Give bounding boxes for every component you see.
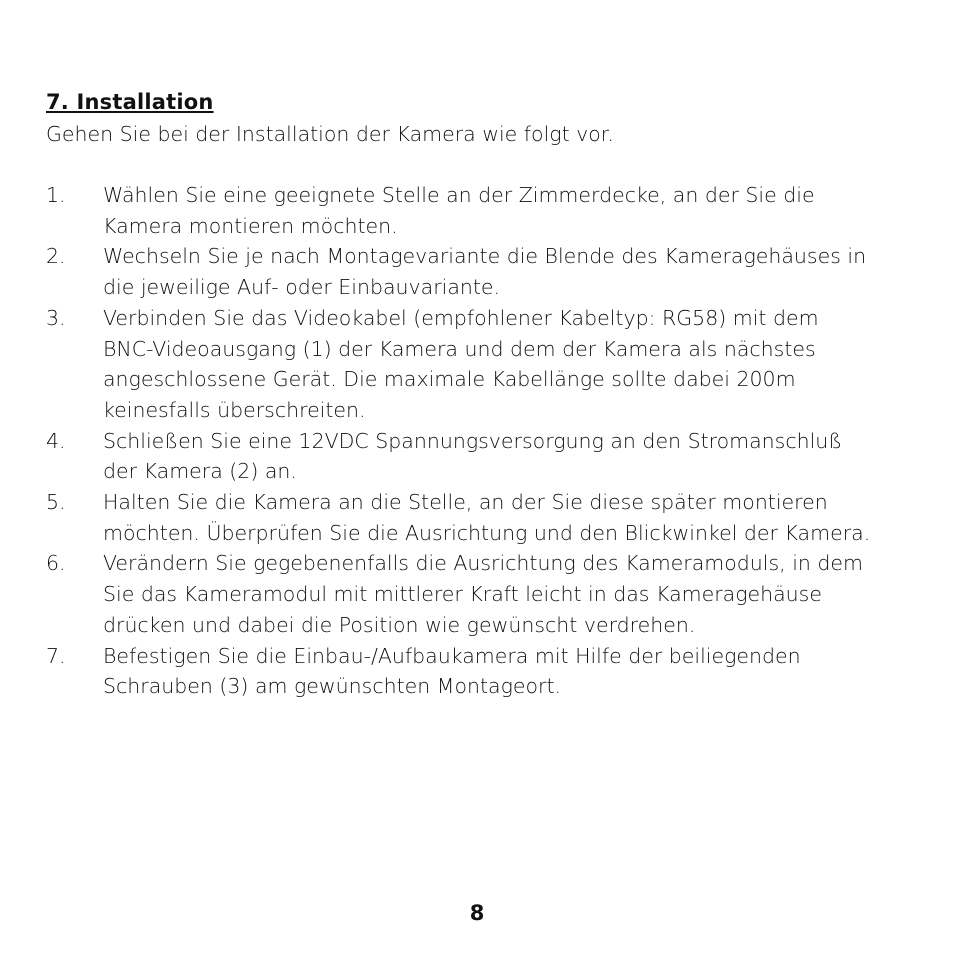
step-number: 1. xyxy=(46,183,66,207)
step-text: Verändern Sie gegebenenfalls die Ausrichtung des Kameramoduls, in dem Sie das Kameramodul mit mittlerer Kraft leicht in das Kameragehäuse drücken und dabei die Position wie gewünscht verdrehen. xyxy=(103,551,864,637)
step-text: Befestigen Sie die Einbau-/Aufbaukamera mit Hilfe der beiliegenden Schrauben (3) am gewünschten Montageort. xyxy=(103,643,801,699)
step-text: Halten Sie die Kamera an die Stelle, an der Sie diese später montieren möchten. Überprüfen Sie die Ausrichtung und den Blickwinkel der Kamera. xyxy=(103,490,871,545)
list-item xyxy=(46,180,906,241)
step-number: 3. xyxy=(46,305,66,330)
step-number: 7. xyxy=(46,643,66,668)
section-heading: 7. Installation xyxy=(46,90,214,114)
step-text: Wählen Sie eine geeignete Stelle an der Zimmerdecke, an der Sie die Kamera montieren möchten. xyxy=(103,183,815,238)
step-number: 5. xyxy=(46,490,66,515)
step-text: Wechseln Sie je nach Montagevariante die Blende des Kameragehäuses in die jeweilige Auf- oder Einbauvariante. xyxy=(103,244,867,300)
list-item xyxy=(46,641,906,702)
step-text: Schließen Sie eine 12VDC Spannungsversorgung an den Stromanschluß der Kamera (2) an. xyxy=(103,428,843,484)
list-item xyxy=(46,487,906,548)
list-item xyxy=(46,426,906,487)
step-number: 2. xyxy=(46,244,66,269)
list-item xyxy=(46,548,906,640)
page-number: 8 xyxy=(469,901,485,925)
intro-paragraph: Gehen Sie bei der Installation der Kamera wie folgt vor. xyxy=(46,122,614,146)
step-number: 6. xyxy=(46,551,66,576)
step-text: Verbinden Sie das Videokabel (empfohlener Kabeltyp: RG58) mit dem BNC-Videoausgang (1) der Kamera und dem der Kamera als nächstes angeschlossene Gerät. Die maximale Kabellänge sollte dabei 200m keinesfalls überschreiten. xyxy=(103,305,819,422)
installation-steps-list xyxy=(46,180,906,702)
list-item xyxy=(46,303,906,426)
list-item xyxy=(46,241,906,302)
step-number: 4. xyxy=(46,428,66,453)
